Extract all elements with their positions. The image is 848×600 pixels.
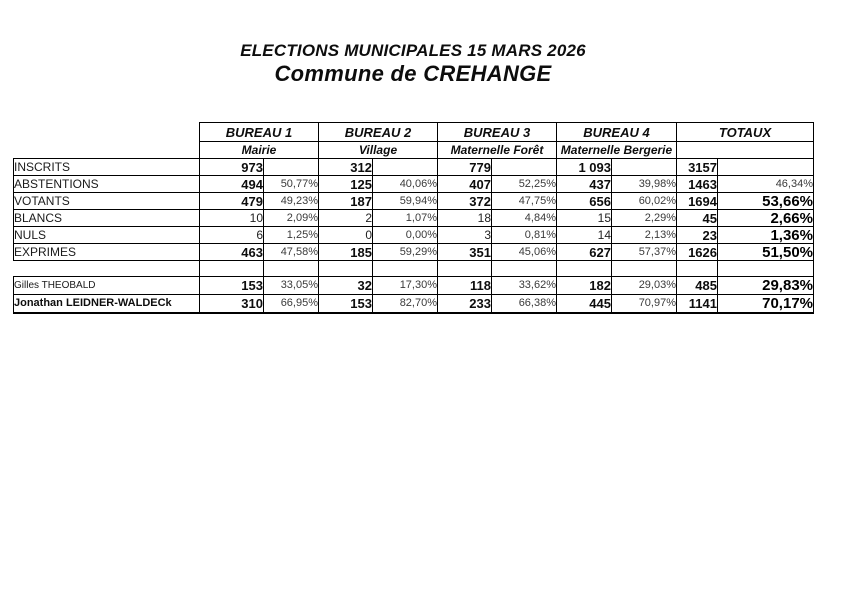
candidate1-b3-pct: 33,62% xyxy=(492,277,557,295)
exprimes-b4-count: 627 xyxy=(557,244,612,261)
votants-b3-count: 372 xyxy=(438,193,492,210)
candidate2-name: Jonathan LEIDNER-WALDECk xyxy=(14,295,200,313)
abstentions-b3-pct: 52,25% xyxy=(492,176,557,193)
abstentions-total-pct: 46,34% xyxy=(718,176,814,193)
blancs-total-count: 45 xyxy=(677,210,718,227)
candidate1-total-count: 485 xyxy=(677,277,718,295)
exprimes-total-count: 1626 xyxy=(677,244,718,261)
spacer-row xyxy=(14,261,814,277)
row-abstentions xyxy=(14,176,814,193)
nuls-b4-pct: 2,13% xyxy=(612,227,677,244)
abstentions-b1-pct: 50,77% xyxy=(264,176,319,193)
candidate2-b2-count: 153 xyxy=(319,295,373,313)
location-label-blank xyxy=(14,142,200,159)
commune-title: Commune de CREHANGE xyxy=(274,61,552,86)
inscrits-total-count: 3157 xyxy=(677,159,718,176)
candidate2-total-count: 1141 xyxy=(677,295,718,313)
votants-b3-pct: 47,75% xyxy=(492,193,557,210)
exprimes-b3-pct: 45,06% xyxy=(492,244,557,261)
nuls-b2-count: 0 xyxy=(319,227,373,244)
votants-total-count: 1694 xyxy=(677,193,718,210)
candidate1-b3-count: 118 xyxy=(438,277,492,295)
results-table xyxy=(13,122,814,314)
abstentions-b4-count: 437 xyxy=(557,176,612,193)
bureau3-location: Maternelle Forêt xyxy=(438,142,557,159)
candidate1-total-pct: 29,83% xyxy=(718,277,814,295)
inscrits-b2-pct-empty xyxy=(373,159,438,176)
candidate2-b2-pct: 82,70% xyxy=(373,295,438,313)
bureau-header-row xyxy=(14,123,814,142)
candidate2-b4-pct: 70,97% xyxy=(612,295,677,313)
row-candidate-theobald xyxy=(14,277,814,295)
nuls-total-count: 23 xyxy=(677,227,718,244)
candidate1-b1-count: 153 xyxy=(200,277,264,295)
row-candidate-leidner-waldeck xyxy=(14,295,814,313)
inscrits-b1-pct-empty xyxy=(264,159,319,176)
bureau4-header: BUREAU 4 xyxy=(557,123,677,142)
inscrits-b1-count: 973 xyxy=(200,159,264,176)
row-votants xyxy=(14,193,814,210)
abstentions-label: ABSTENTIONS xyxy=(14,176,200,193)
candidate2-b4-count: 445 xyxy=(557,295,612,313)
document-title-block xyxy=(13,40,813,87)
totaux-header: TOTAUX xyxy=(677,123,814,142)
candidate1-b2-count: 32 xyxy=(319,277,373,295)
abstentions-total-count: 1463 xyxy=(677,176,718,193)
candidate1-b4-count: 182 xyxy=(557,277,612,295)
votants-label: VOTANTS xyxy=(14,193,200,210)
abstentions-b4-pct: 39,98% xyxy=(612,176,677,193)
candidate1-b4-pct: 29,03% xyxy=(612,277,677,295)
blancs-b1-pct: 2,09% xyxy=(264,210,319,227)
candidate1-b2-pct: 17,30% xyxy=(373,277,438,295)
candidate2-b3-count: 233 xyxy=(438,295,492,313)
blancs-label: BLANCS xyxy=(14,210,200,227)
bureau4-location: Maternelle Bergerie xyxy=(557,142,677,159)
inscrits-b4-pct-empty xyxy=(612,159,677,176)
nuls-total-pct: 1,36% xyxy=(718,227,814,244)
exprimes-total-pct: 51,50% xyxy=(718,244,814,261)
row-nuls xyxy=(14,227,814,244)
blancs-b2-count: 2 xyxy=(319,210,373,227)
election-title: ELECTIONS MUNICIPALES 15 MARS 2026 xyxy=(240,41,586,60)
abstentions-b2-count: 125 xyxy=(319,176,373,193)
exprimes-label: EXPRIMES xyxy=(14,244,200,261)
nuls-b3-count: 3 xyxy=(438,227,492,244)
votants-b1-count: 479 xyxy=(200,193,264,210)
inscrits-label: INSCRITS xyxy=(14,159,200,176)
nuls-b1-pct: 1,25% xyxy=(264,227,319,244)
votants-total-pct: 53,66% xyxy=(718,193,814,210)
blancs-b4-pct: 2,29% xyxy=(612,210,677,227)
exprimes-b2-count: 185 xyxy=(319,244,373,261)
blancs-b2-pct: 1,07% xyxy=(373,210,438,227)
bureau2-header: BUREAU 2 xyxy=(319,123,438,142)
exprimes-b1-count: 463 xyxy=(200,244,264,261)
inscrits-b4-count: 1 093 xyxy=(557,159,612,176)
nuls-b1-count: 6 xyxy=(200,227,264,244)
bureau1-header: BUREAU 1 xyxy=(200,123,319,142)
row-inscrits xyxy=(14,159,814,176)
abstentions-b2-pct: 40,06% xyxy=(373,176,438,193)
bureau1-location: Mairie xyxy=(200,142,319,159)
exprimes-b2-pct: 59,29% xyxy=(373,244,438,261)
spacer-label-blank xyxy=(14,261,200,277)
exprimes-b1-pct: 47,58% xyxy=(264,244,319,261)
totaux-location-empty xyxy=(677,142,814,159)
candidate2-total-pct: 70,17% xyxy=(718,295,814,313)
inscrits-b3-pct-empty xyxy=(492,159,557,176)
row-exprimes xyxy=(14,244,814,261)
votants-b1-pct: 49,23% xyxy=(264,193,319,210)
exprimes-b4-pct: 57,37% xyxy=(612,244,677,261)
row-blancs xyxy=(14,210,814,227)
inscrits-total-pct-empty xyxy=(718,159,814,176)
votants-b2-pct: 59,94% xyxy=(373,193,438,210)
header-label-blank xyxy=(14,123,200,142)
candidate1-b1-pct: 33,05% xyxy=(264,277,319,295)
candidate2-b1-count: 310 xyxy=(200,295,264,313)
inscrits-b2-count: 312 xyxy=(319,159,373,176)
votants-b4-count: 656 xyxy=(557,193,612,210)
blancs-total-pct: 2,66% xyxy=(718,210,814,227)
nuls-label: NULS xyxy=(14,227,200,244)
votants-b2-count: 187 xyxy=(319,193,373,210)
location-header-row xyxy=(14,142,814,159)
nuls-b3-pct: 0,81% xyxy=(492,227,557,244)
abstentions-b1-count: 494 xyxy=(200,176,264,193)
bureau2-location: Village xyxy=(319,142,438,159)
nuls-b2-pct: 0,00% xyxy=(373,227,438,244)
blancs-b1-count: 10 xyxy=(200,210,264,227)
candidate1-name: Gilles THEOBALD xyxy=(14,277,200,295)
votants-b4-pct: 60,02% xyxy=(612,193,677,210)
inscrits-b3-count: 779 xyxy=(438,159,492,176)
candidate2-b1-pct: 66,95% xyxy=(264,295,319,313)
blancs-b4-count: 15 xyxy=(557,210,612,227)
nuls-b4-count: 14 xyxy=(557,227,612,244)
blancs-b3-count: 18 xyxy=(438,210,492,227)
exprimes-b3-count: 351 xyxy=(438,244,492,261)
bureau3-header: BUREAU 3 xyxy=(438,123,557,142)
abstentions-b3-count: 407 xyxy=(438,176,492,193)
candidate2-b3-pct: 66,38% xyxy=(492,295,557,313)
blancs-b3-pct: 4,84% xyxy=(492,210,557,227)
